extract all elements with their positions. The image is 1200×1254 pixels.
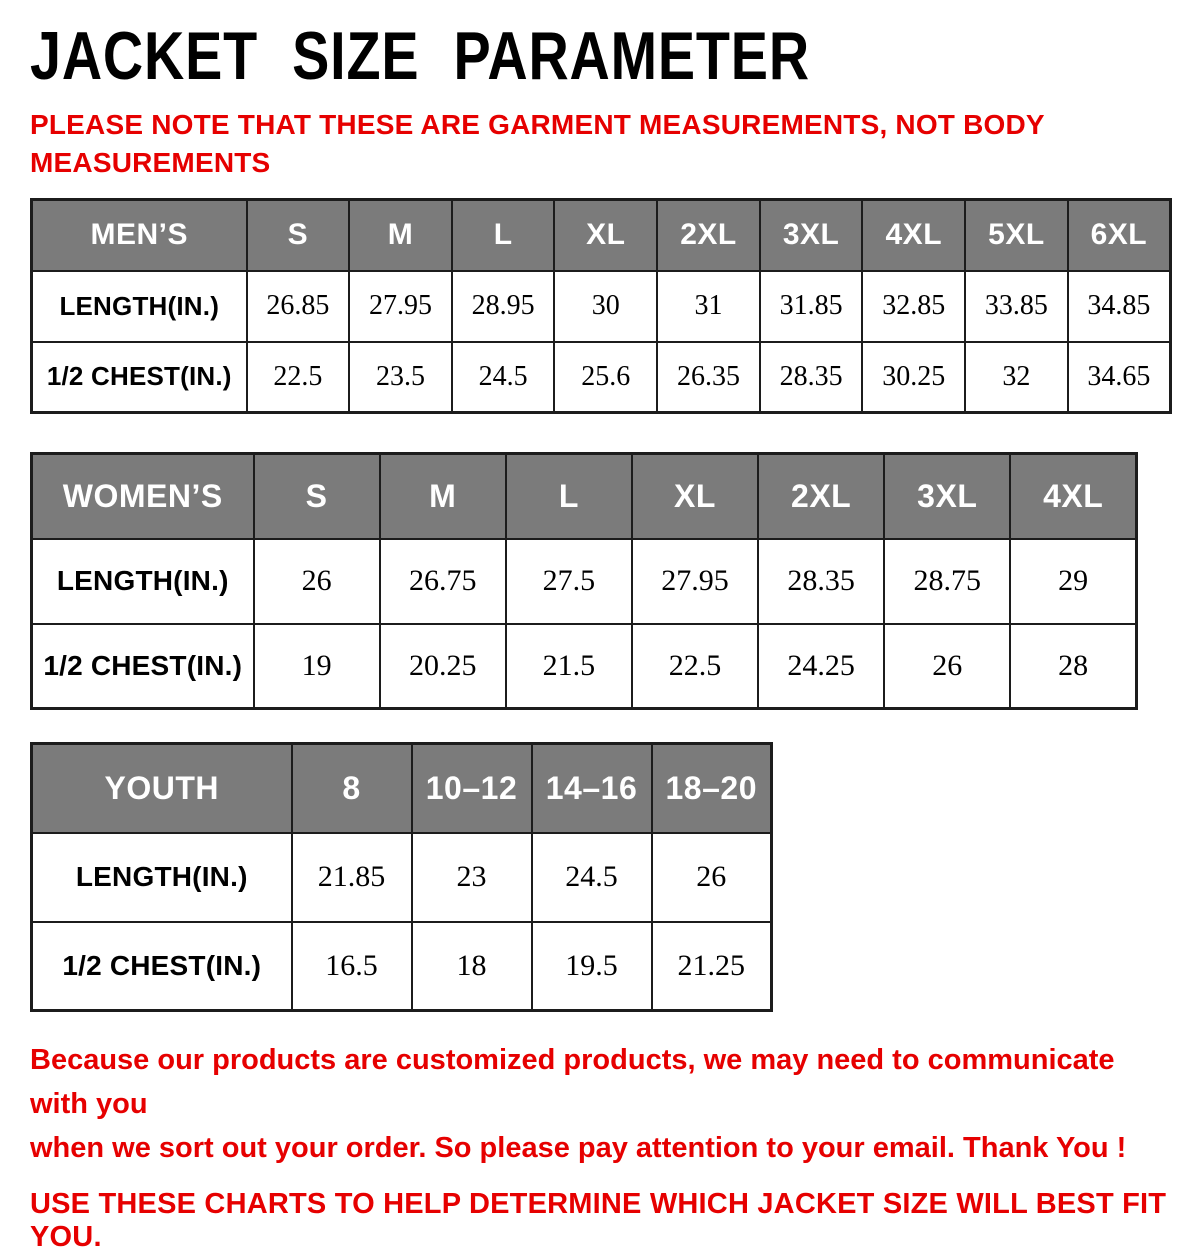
youth-header-row: [32, 744, 772, 833]
youth-size-header-cell: 8: [292, 744, 412, 833]
youth-value-cell: 21.85: [292, 833, 412, 922]
youth-value-cell: 23: [412, 833, 532, 922]
mens-size-header-cell: M: [349, 200, 452, 271]
mens-value-cell: 22.5: [247, 342, 350, 413]
youth-value-cell: 24.5: [532, 833, 652, 922]
youth-row-label-cell: LENGTH(IN.): [32, 833, 292, 922]
mens-size-header-cell: L: [452, 200, 555, 271]
youth-value-cell: 16.5: [292, 922, 412, 1011]
mens-value-cell: 31.85: [760, 271, 863, 342]
youth-size-header-cell: 14–16: [532, 744, 652, 833]
womens-value-cell: 27.95: [632, 539, 758, 624]
womens-value-cell: 26.75: [380, 539, 506, 624]
womens-value-cell: 24.25: [758, 624, 884, 709]
mens-value-cell: 28.95: [452, 271, 555, 342]
mens-size-header-cell: 5XL: [965, 200, 1068, 271]
youth-size-table: [30, 742, 773, 1012]
page-title-text: JACKET SIZE PARAMETER: [30, 18, 810, 94]
womens-size-header-cell: 2XL: [758, 454, 884, 539]
womens-value-cell: 28: [1010, 624, 1136, 709]
mens-value-cell: 27.95: [349, 271, 452, 342]
youth-row-label-cell: 1/2 CHEST(IN.): [32, 922, 292, 1011]
youth-data-row: [32, 922, 772, 1011]
youth-value-cell: 19.5: [532, 922, 652, 1011]
size-tables: [0, 198, 1200, 1012]
mens-size-table: [30, 198, 1172, 414]
youth-size-header-cell: 18–20: [652, 744, 772, 833]
womens-size-table: [30, 452, 1138, 710]
womens-group-label: WOMEN’S: [32, 454, 254, 539]
youth-value-cell: 21.25: [652, 922, 772, 1011]
womens-size-header-cell: 3XL: [884, 454, 1010, 539]
youth-value-cell: 18: [412, 922, 532, 1011]
womens-value-cell: 21.5: [506, 624, 632, 709]
youth-group-label: YOUTH: [32, 744, 292, 833]
womens-value-cell: 26: [884, 624, 1010, 709]
womens-value-cell: 19: [254, 624, 380, 709]
womens-size-header-cell: L: [506, 454, 632, 539]
mens-value-cell: 33.85: [965, 271, 1068, 342]
mens-value-cell: 32: [965, 342, 1068, 413]
youth-value-cell: 26: [652, 833, 772, 922]
womens-value-cell: 27.5: [506, 539, 632, 624]
womens-row-label-cell: 1/2 CHEST(IN.): [32, 624, 254, 709]
womens-value-cell: 28.35: [758, 539, 884, 624]
mens-size-header-cell: 4XL: [862, 200, 965, 271]
womens-value-cell: 20.25: [380, 624, 506, 709]
womens-header-row: [32, 454, 1137, 539]
womens-size-header-cell: M: [380, 454, 506, 539]
womens-value-cell: 28.75: [884, 539, 1010, 624]
customization-notice: [30, 1038, 1170, 1170]
mens-size-header-cell: 2XL: [657, 200, 760, 271]
mens-value-cell: 30.25: [862, 342, 965, 413]
youth-data-row: [32, 833, 772, 922]
mens-value-cell: 32.85: [862, 271, 965, 342]
womens-size-header-cell: 4XL: [1010, 454, 1136, 539]
mens-row-label-cell: LENGTH(IN.): [32, 271, 247, 342]
mens-value-cell: 25.6: [554, 342, 657, 413]
mens-header-row: [32, 200, 1171, 271]
womens-value-cell: 22.5: [632, 624, 758, 709]
mens-group-label: MEN’S: [32, 200, 247, 271]
womens-data-row: [32, 539, 1137, 624]
mens-data-row: [32, 342, 1171, 413]
mens-value-cell: 26.85: [247, 271, 350, 342]
mens-value-cell: 28.35: [760, 342, 863, 413]
mens-size-header-cell: 3XL: [760, 200, 863, 271]
womens-size-header-cell: S: [254, 454, 380, 539]
womens-row-label-cell: LENGTH(IN.): [32, 539, 254, 624]
mens-size-header-cell: 6XL: [1068, 200, 1171, 271]
womens-size-header-cell: XL: [632, 454, 758, 539]
mens-size-header-cell: XL: [554, 200, 657, 271]
page-title: [30, 18, 1200, 94]
mens-value-cell: 34.85: [1068, 271, 1171, 342]
note-line-2: MEASUREMENTS: [30, 147, 271, 178]
mens-row-label-cell: 1/2 CHEST(IN.): [32, 342, 247, 413]
womens-data-row: [32, 624, 1137, 709]
mens-value-cell: 30: [554, 271, 657, 342]
mens-value-cell: 23.5: [349, 342, 452, 413]
fit-advice-line: USE THESE CHARTS TO HELP DETERMINE WHICH JACKET SIZE WILL BEST FIT YOU.: [30, 1188, 1167, 1253]
womens-value-cell: 29: [1010, 539, 1136, 624]
customization-notice-line-1: Because our products are customized products, we may need to communicate with you: [30, 1044, 1115, 1120]
mens-value-cell: 24.5: [452, 342, 555, 413]
size-chart-page: [0, 18, 1200, 1253]
youth-size-header-cell: 10–12: [412, 744, 532, 833]
note-line-1: PLEASE NOTE THAT THESE ARE GARMENT MEASUREMENTS, NOT BODY: [30, 109, 1045, 140]
mens-value-cell: 34.65: [1068, 342, 1171, 413]
womens-value-cell: 26: [254, 539, 380, 624]
garment-measurement-note: [30, 106, 1200, 182]
customization-notice-line-2: when we sort out your order. So please pay attention to your email. Thank You !: [30, 1132, 1127, 1164]
mens-size-header-cell: S: [247, 200, 350, 271]
mens-data-row: [32, 271, 1171, 342]
mens-value-cell: 31: [657, 271, 760, 342]
mens-value-cell: 26.35: [657, 342, 760, 413]
